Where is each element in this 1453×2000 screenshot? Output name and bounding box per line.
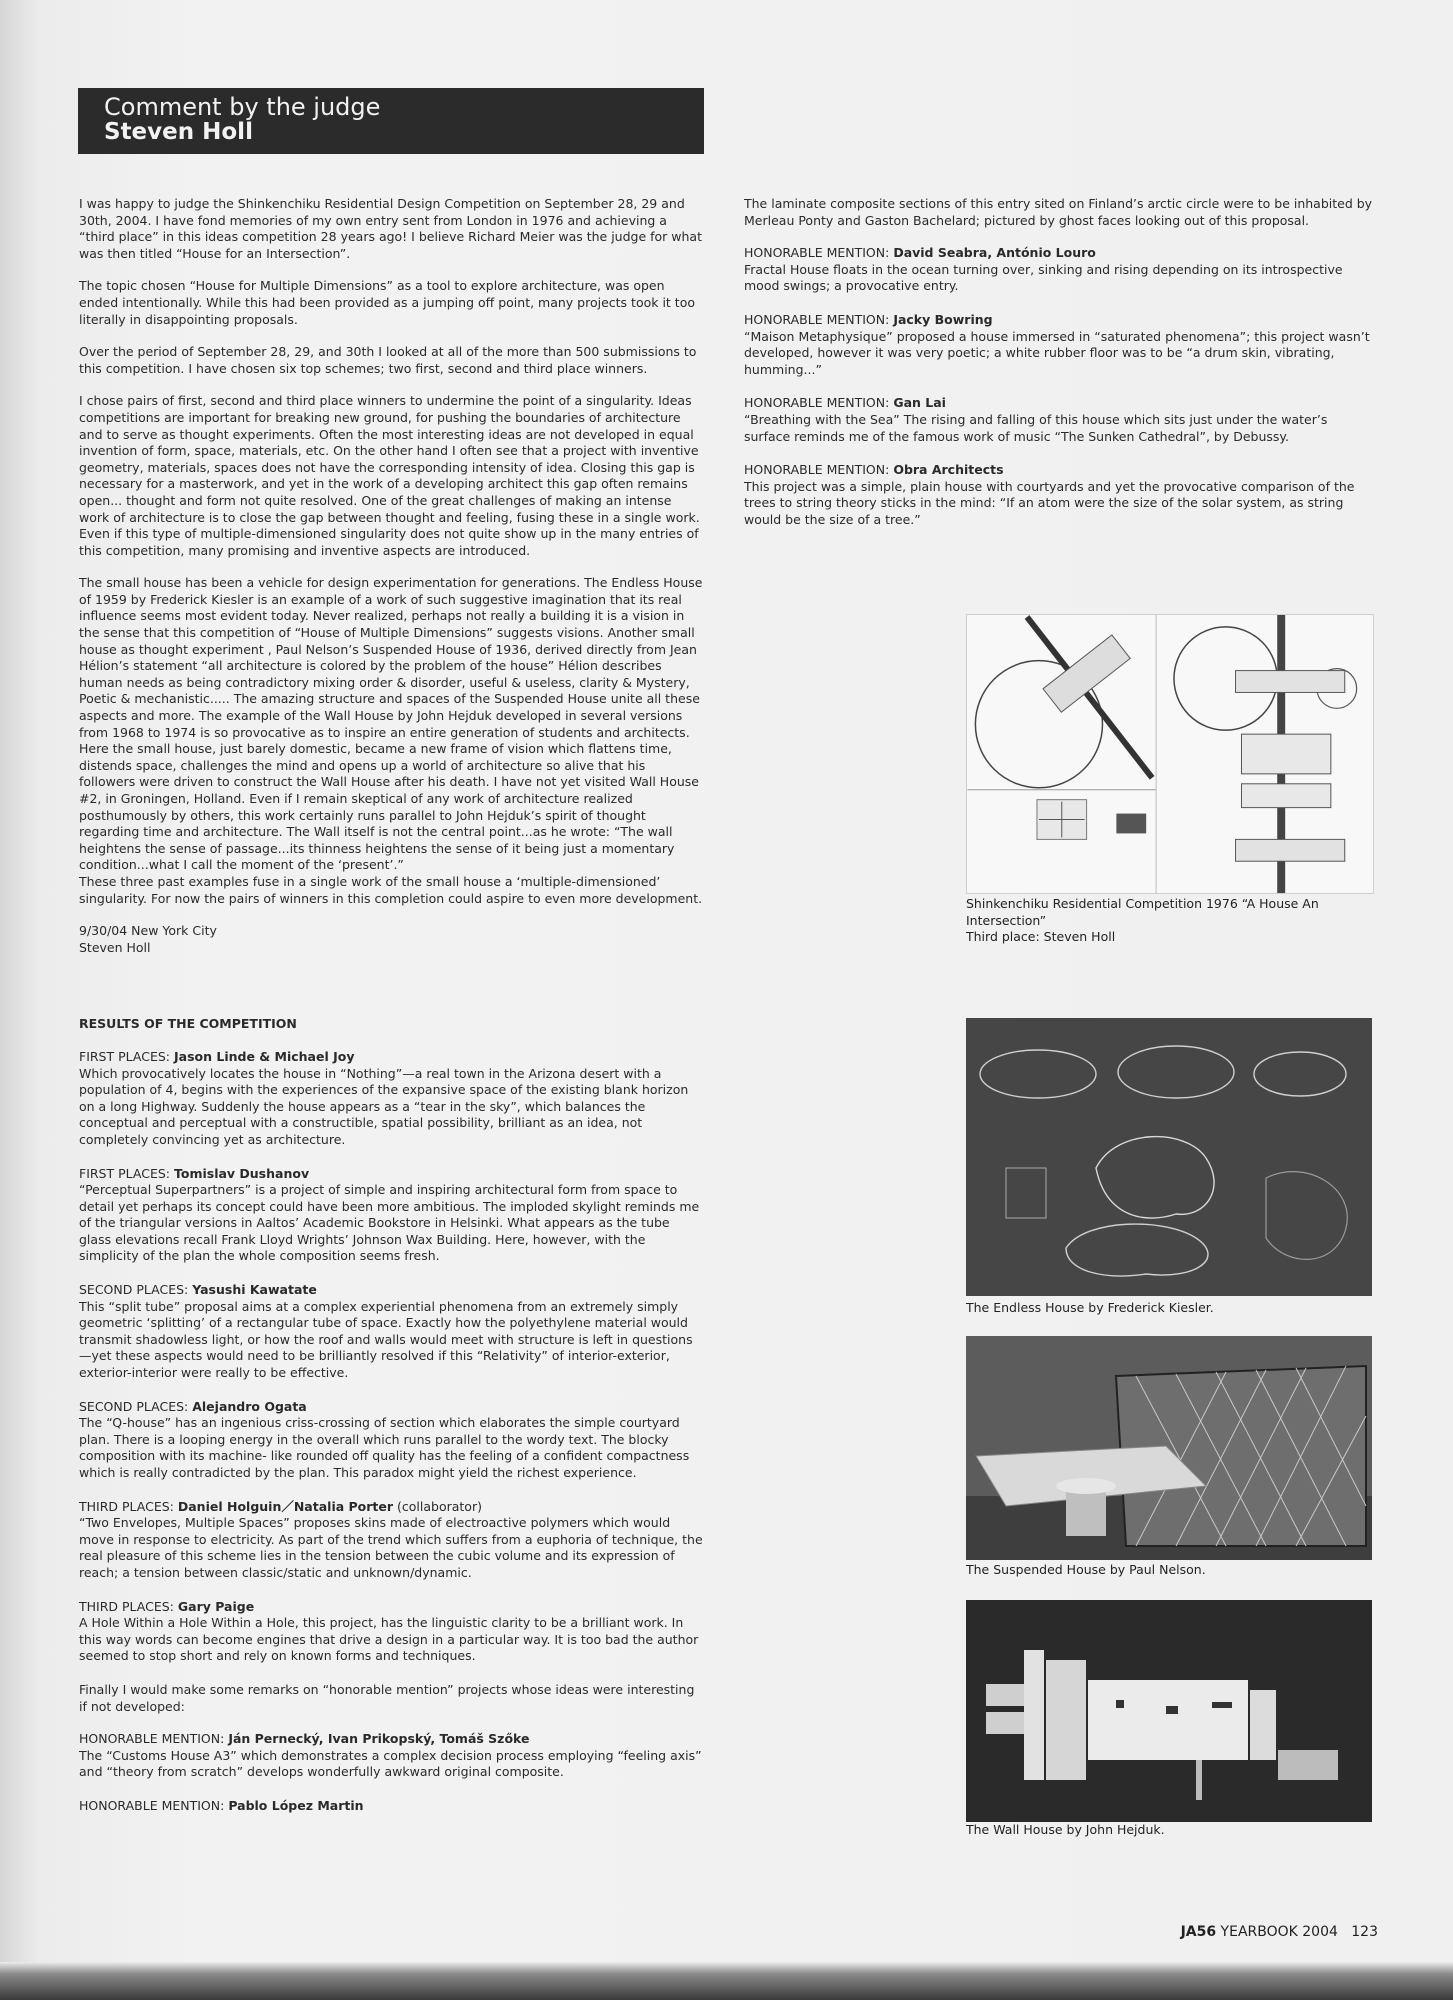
honorable-entry <box>744 312 1374 378</box>
right-column <box>744 196 1374 546</box>
entry-description: This project was a simple, plain house with courtyards and yet the provocative comparison of the trees to string theory sticks in the mind: “If an atom were the size of the solar system, as string would be the size of a tree.” <box>744 478 1355 527</box>
magazine-issue: JA56 <box>1180 1924 1217 1940</box>
figure-suspended-house <box>966 1336 1374 1582</box>
entry-label: HONORABLE MENTION: <box>79 1731 229 1747</box>
signature-name: Steven Holl <box>79 939 151 955</box>
result-entry <box>79 1399 705 1482</box>
result-entry <box>79 1499 705 1582</box>
honorable-entry <box>744 245 1374 295</box>
entry-label: HONORABLE MENTION: <box>79 1797 229 1813</box>
entry-label: HONORABLE MENTION: <box>744 311 894 327</box>
caption-line: Third place: Steven Holl <box>966 929 1116 944</box>
result-entry <box>79 1282 705 1382</box>
figure-caption: The Wall House by John Hejduk. <box>966 1822 1165 1837</box>
entry-description: Which provocatively locates the house in “Nothing”—a real town in the Arizona desert with a population of 4, begins with the experiences of the expansive space of the existing blank horizon on a long Highway. Suddenly the house appears as a “tear in the sky”, which balances the conceptual and perceptual with a constructible, spatial possibility, brilliant as an idea, not completely convincing yet as architecture. <box>79 1065 689 1147</box>
entry-description: The “Q-house” has an ingenious criss-crossing of section which elaborates the simple courtyard plan. There is a looping energy in the overall which runs parallel to the wordy text. The blocky composition with its machine- like rounded off quality has the feeling of a confident compactness which is really contradicted by the plan. This paradox might yield the richest experience. <box>79 1415 690 1480</box>
entry-label: SECOND PLACES: <box>79 1282 193 1298</box>
paragraph: The topic chosen “House for Multiple Dimensions” as a tool to explore architecture, was open ended intentionally. While this had been provided as a jumping off point, many projects took it too literally in disappointing proposals. <box>79 278 695 327</box>
entry-label: HONORABLE MENTION: <box>744 245 894 261</box>
honorable-entry <box>744 395 1374 445</box>
signature <box>79 923 705 956</box>
paragraph: I chose pairs of first, second and third place winners to undermine the point of a singularity. Ideas competitions are important for breaking new ground, for pushing the boundaries of architecture and to serve as thought experiments. Often the most interesting ideas are not developed in equal invention of form, space, materials, etc. On the other hand I often see that a project with inventive geometry, materials, spaces does not have the corresponding intensity of idea. Closing this gap is necessary for a masterwork, and yet in the work of a developing architect this gap often remains open... thought and form not quite resolved. One of the great challenges of making an intense work of architecture is to close the gap between thought and feeling, fusing these in a single work. Even if this type of multiple-dimensioned singularity does not quite show up in the many entries of this competition, many promising and inventive aspects are introduced. <box>79 393 700 558</box>
honorable-entry <box>744 462 1374 528</box>
header-title: Comment by the judge <box>104 93 381 121</box>
entry-name: Ján Pernecký, Ivan Prikopský, Tomáš Szőke <box>228 1731 530 1747</box>
entry-name: Jacky Bowring <box>893 311 993 327</box>
competition-drawing-image <box>966 614 1374 894</box>
entry-description: The “Customs House A3” which demonstrates a complex decision process employing “feeling axis” and “theory from scratch” develops wonderfully awkward original composite. <box>79 1747 702 1780</box>
entry-description: This “split tube” proposal aims at a complex experiential phenomena from an extremely simply geometric ‘splitting’ of a rectangular tube of space. Exactly how the polyethylene material would transmit shadowless light, or how the roof and walls would meet with structure is left in questions—yet these aspects would need to be brilliantly resolved if this “Relativity” of interior-exterior, exterior-interior were really to be effective. <box>79 1298 693 1381</box>
signature-date: 9/30/04 New York City <box>79 923 217 939</box>
wall-house-image <box>966 1600 1372 1822</box>
entry-label: HONORABLE MENTION: <box>744 462 894 478</box>
figure-competition-drawing <box>966 614 1374 954</box>
result-entry <box>79 1049 705 1149</box>
entry-description: A Hole Within a Hole Within a Hole, this project, has the linguistic clarity to be a brilliant work. In this way words can become engines that drive a design in a particular way. It is too bad the author seemed to stop short and rely on known forms and techniques. <box>79 1615 699 1664</box>
entry-description: “Maison Metaphysique” proposed a house immersed in “saturated phenomena”; this project wasn’t developed, however it was very poetic; a white rubber floor was to be “a drum skin, vibrating, humming...” <box>744 328 1370 377</box>
figure-endless-house <box>966 1018 1374 1320</box>
results-heading: RESULTS OF THE COMPETITION <box>79 1016 297 1032</box>
paragraph: Over the period of September 28, 29, and 30th I looked at all of the more than 500 submissions to this competition. I have chosen six top schemes; two first, second and third place winners. <box>79 344 697 376</box>
entry-description: “Perceptual Superpartners” is a project of simple and inspiring architectural form from space to detail yet perhaps its concept could have been more ambitious. The imploded skylight reminds me of the triangular versions in Aaltos’ Academic Bookstore in Helsinki. What appears as the tube glass elevations recall Frank Lloyd Wrights’ Johnson Wax Building. Here, however, with the simplicity of the plan the whole composition seems fresh. <box>79 1182 700 1264</box>
result-entry <box>79 1166 705 1266</box>
scan-edge <box>0 1962 1453 2000</box>
entry-name: David Seabra, António Louro <box>893 245 1096 261</box>
entry-label: HONORABLE MENTION: <box>744 395 894 411</box>
endless-house-image <box>966 1018 1372 1296</box>
article-header <box>78 88 704 154</box>
entry-name: Alejandro Ogata <box>192 1398 307 1414</box>
entry-label: FIRST PLACES: <box>79 1165 174 1181</box>
honorable-entry <box>79 1798 705 1815</box>
figure-caption <box>966 896 1374 946</box>
paragraph: I was happy to judge the Shinkenchiku Residential Design Competition on September 28, 29 and 30th, 2004. I have fond memories of my own entry sent from London in 1976 and achieving a “third place” in this ideas competition 28 years ago! I believe Richard Meier was the judge for what was then titled “House for an Intersection”. <box>79 196 702 261</box>
entry-label: THIRD PLACES: <box>79 1498 178 1514</box>
figure-caption: The Endless House by Frederick Kiesler. <box>966 1300 1214 1315</box>
entry-description: “Two Envelopes, Multiple Spaces” proposes skins made of electroactive polymers which would move in response to electricity. As part of the trend which suffers from a euphoria of technique, the real pleasure of this scheme lies in the tension between the cubic volume and its expression of reach; a tension between classic/static and unknown/dynamic. <box>79 1515 703 1580</box>
result-entry <box>79 1599 705 1665</box>
entry-name: Tomislav Dushanov <box>173 1165 310 1181</box>
paragraph: These three past examples fuse in a single work of the small house a ‘multiple-dimensioned’ singularity. For now the pairs of winners in this completion could aspire to even more development. <box>79 873 703 906</box>
page-number: 123 <box>1351 1924 1378 1940</box>
page-footer <box>1128 1924 1378 1940</box>
magazine-title: YEARBOOK 2004 <box>1220 1924 1338 1940</box>
entry-name: Pablo López Martin <box>228 1797 364 1813</box>
entry-label: THIRD PLACES: <box>79 1598 178 1614</box>
figure-caption: The Suspended House by Paul Nelson. <box>966 1562 1206 1577</box>
header-author: Steven Holl <box>104 119 253 145</box>
entry-name: Gan Lai <box>893 395 946 411</box>
entry-name: Daniel Holguin／Natalia Porter <box>177 1498 394 1514</box>
entry-description: “Breathing with the Sea” The rising and falling of this house which sits just under the water’s surface reminds me of the famous work of music “The Sunken Cathedral”, by Debussy. <box>744 411 1328 444</box>
entry-name: Yasushi Kawatate <box>192 1282 317 1298</box>
entry-extra: (collaborator) <box>393 1498 482 1514</box>
entry-name: Obra Architects <box>893 462 1004 478</box>
caption-line: Shinkenchiku Residential Competition 1976 “A House An Intersection” <box>966 896 1319 928</box>
figure-wall-house <box>966 1600 1374 1840</box>
entry-label: FIRST PLACES: <box>79 1048 174 1064</box>
paragraph: Finally I would make some remarks on “honorable mention” projects whose ideas were interesting if not developed: <box>79 1681 695 1714</box>
honorable-entry <box>79 1731 705 1781</box>
entry-description: Fractal House floats in the ocean turning over, sinking and rising depending on its introspective mood swings; a provocative entry. <box>744 261 1343 294</box>
entry-name: Jason Linde & Michael Joy <box>173 1048 355 1064</box>
left-column <box>79 196 705 1832</box>
entry-label: SECOND PLACES: <box>79 1398 193 1414</box>
suspended-house-image <box>966 1336 1372 1560</box>
paragraph: The small house has been a vehicle for design experimentation for generations. The Endless House of 1959 by Frederick Kiesler is an example of a work of such suggestive imagination that its real influence seems most evident today. Never realized, perhaps not really a building it is a vision in the sense that this competition of “House of Multiple Dimensions” suggests visions. Another small house as thought experiment , Paul Nelson’s Suspended House of 1936, derived directly from Jean Hélion’s statement “all architecture is colored by the problem of the house” Hélion describes human needs as being contradictory mixing order & disorder, useful & useless, clarity & Mystery, Poetic & mechanistic..... The amazing structure and spaces of the Suspended House unite all these aspects and more. The example of the Wall House by John Hejduk developed in several versions from 1968 to 1974 is so provocative as to inspire an entire generation of students and architects. Here the small house, just barely domestic, became a new frame of vision which flattens time, distends space, challenges the mind and opens up a world of architecture so alive that his followers were driven to construct the Wall House after his death. I have not yet visited Wall House #2, in Groningen, Holland. Even if I remain skeptical of any work of architecture realized posthumously by others, this work certainly runs parallel to John Hejduk’s spirit of thought regarding time and architecture. The Wall itself is not the central point...as he wrote: “The wall heightens the sense of passage...its thinness heightens the sense of it being just a momentary condition...what I call the moment of the ‘present’.” <box>79 575 703 873</box>
entry-name: Gary Paige <box>177 1598 255 1614</box>
paragraph: The laminate composite sections of this entry sited on Finland’s arctic circle were to be inhabited by Merleau Ponty and Gaston Bachelard; pictured by ghost faces looking out of this proposal. <box>744 196 1373 228</box>
